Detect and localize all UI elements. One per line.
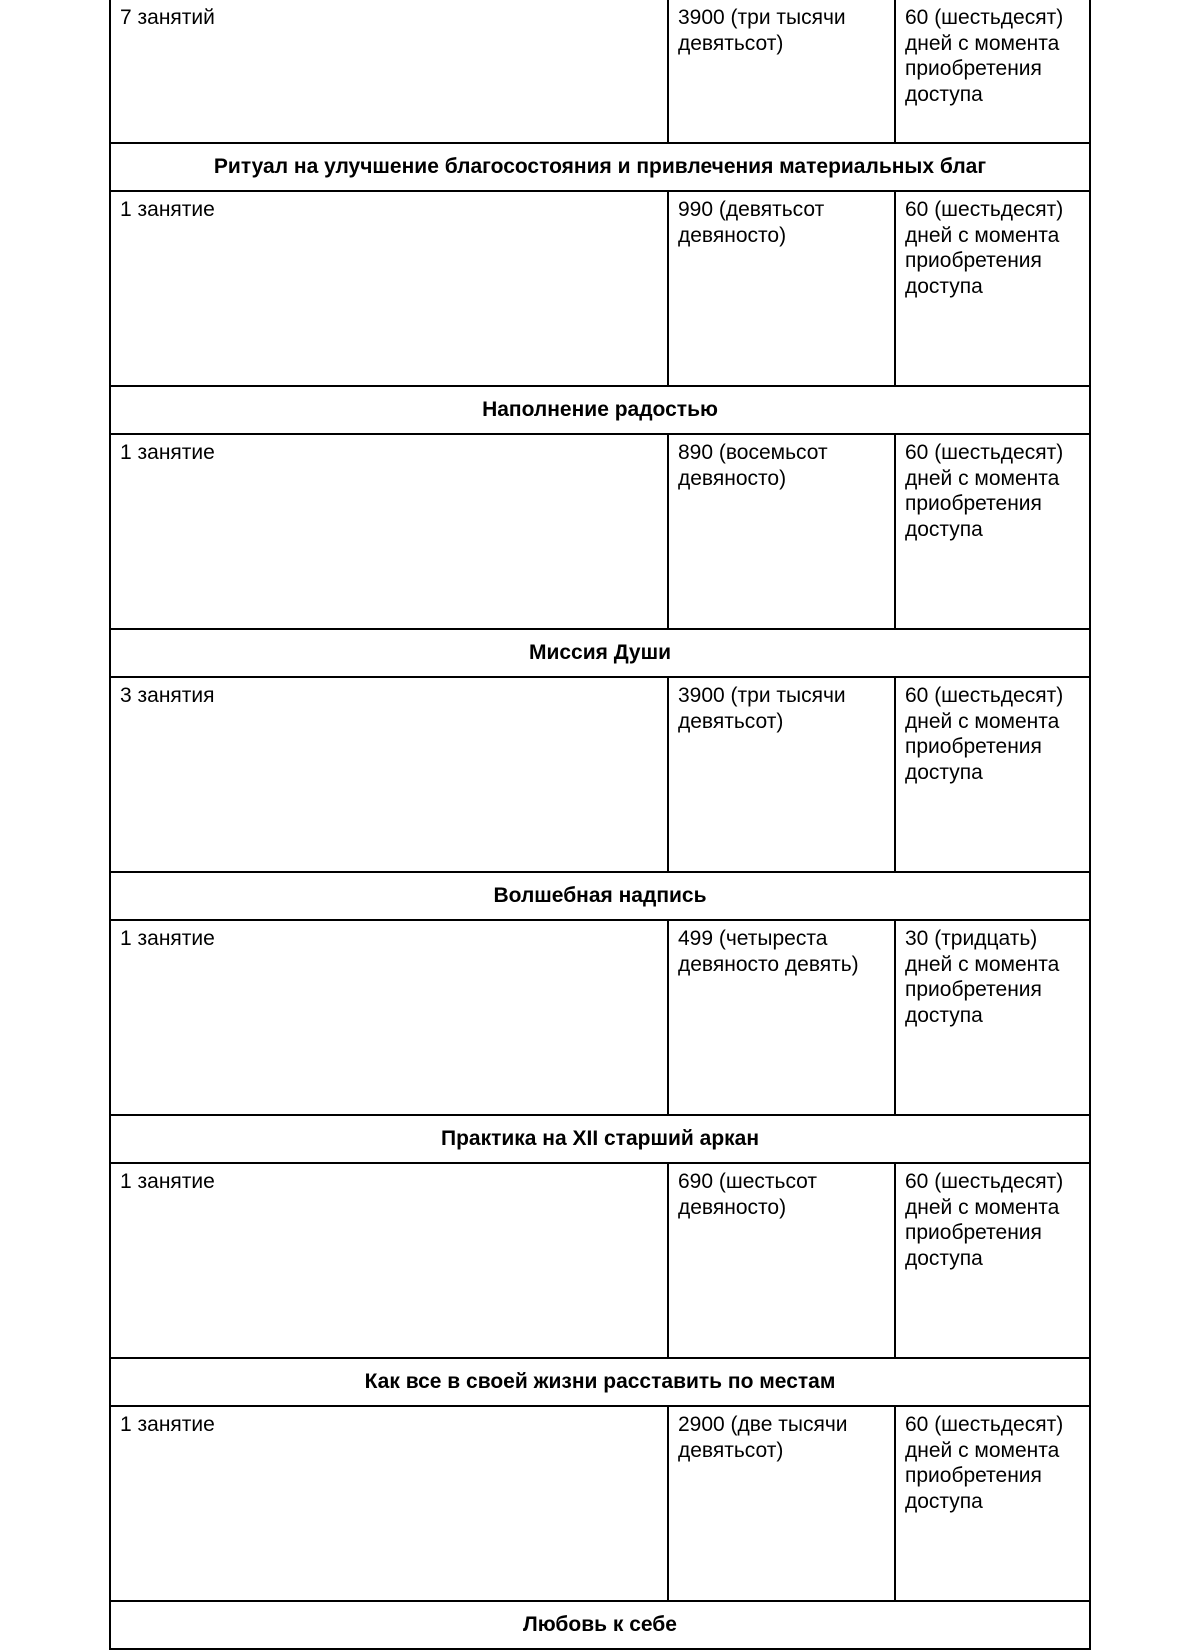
section-heading-row bbox=[110, 1601, 1090, 1649]
section-heading: Практика на XII старший аркан bbox=[110, 1115, 1090, 1163]
table-row bbox=[110, 191, 1090, 386]
table-row bbox=[110, 434, 1090, 629]
price-cell: 3900 (три тысячи девятьсот) bbox=[668, 0, 895, 143]
price-cell: 890 (восемьсот девяносто) bbox=[668, 434, 895, 629]
section-heading: Ритуал на улучшение благосостояния и привлечения материальных благ bbox=[110, 143, 1090, 191]
section-heading: Наполнение радостью bbox=[110, 386, 1090, 434]
sessions-cell: 3 занятия bbox=[110, 677, 668, 872]
section-heading: Любовь к себе bbox=[110, 1601, 1090, 1649]
table-row bbox=[110, 1163, 1090, 1358]
section-heading-row bbox=[110, 1115, 1090, 1163]
sessions-cell: 1 занятие bbox=[110, 1163, 668, 1358]
section-heading: Миссия Души bbox=[110, 629, 1090, 677]
price-cell: 690 (шестьсот девяносто) bbox=[668, 1163, 895, 1358]
section-heading: Волшебная надпись bbox=[110, 872, 1090, 920]
access-period-cell: 60 (шестьдесят) дней с момента приобретения доступа bbox=[895, 677, 1090, 872]
price-cell: 2900 (две тысячи девятьсот) bbox=[668, 1406, 895, 1601]
table-row bbox=[110, 1406, 1090, 1601]
section-heading-row bbox=[110, 629, 1090, 677]
access-period-cell: 60 (шестьдесят) дней с момента приобретения доступа bbox=[895, 1406, 1090, 1601]
price-cell: 499 (четыреста девяносто девять) bbox=[668, 920, 895, 1115]
section-heading-row bbox=[110, 872, 1090, 920]
sessions-cell: 1 занятие bbox=[110, 191, 668, 386]
section-heading-row bbox=[110, 386, 1090, 434]
pricing-table bbox=[109, 0, 1091, 1650]
price-cell: 3900 (три тысячи девятьсот) bbox=[668, 677, 895, 872]
sessions-cell: 1 занятие bbox=[110, 434, 668, 629]
access-period-cell: 30 (тридцать) дней с момента приобретения доступа bbox=[895, 920, 1090, 1115]
access-period-cell: 60 (шестьдесят) дней с момента приобретения доступа bbox=[895, 191, 1090, 386]
table-row bbox=[110, 677, 1090, 872]
section-heading-row bbox=[110, 143, 1090, 191]
access-period-cell: 60 (шестьдесят) дней с момента приобретения доступа bbox=[895, 1163, 1090, 1358]
price-cell: 990 (девятьсот девяносто) bbox=[668, 191, 895, 386]
access-period-cell: 60 (шестьдесят) дней с момента приобретения доступа bbox=[895, 0, 1090, 143]
access-period-cell: 60 (шестьдесят) дней с момента приобретения доступа bbox=[895, 434, 1090, 629]
section-heading-row bbox=[110, 1358, 1090, 1406]
sessions-cell: 7 занятий bbox=[110, 0, 668, 143]
sessions-cell: 1 занятие bbox=[110, 920, 668, 1115]
table-row bbox=[110, 0, 1090, 143]
section-heading: Как все в своей жизни расставить по местам bbox=[110, 1358, 1090, 1406]
sessions-cell: 1 занятие bbox=[110, 1406, 668, 1601]
table-row bbox=[110, 920, 1090, 1115]
